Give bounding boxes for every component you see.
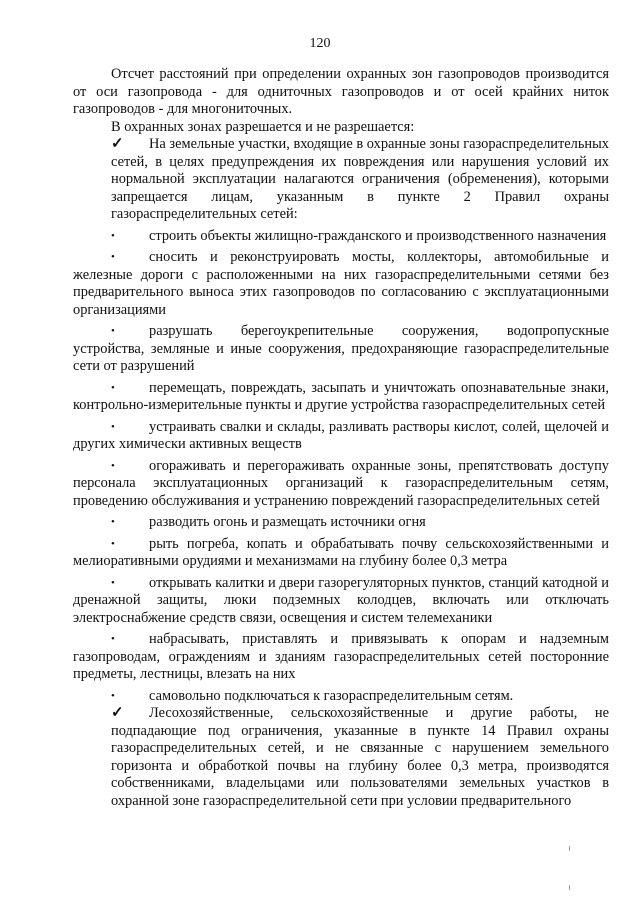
bullet-icon: • xyxy=(111,251,115,263)
page-number: 120 xyxy=(309,36,331,51)
bullet-icon: • xyxy=(111,516,115,528)
checkmark-icon: ✓ xyxy=(111,136,124,152)
check-paragraph-permitted-works xyxy=(73,705,609,810)
bullet-icon: • xyxy=(111,459,115,472)
bullet-icon: • xyxy=(111,633,115,645)
bullet-icon: • xyxy=(111,325,115,337)
scan-artifact-mark xyxy=(569,885,570,890)
document-body xyxy=(73,66,609,810)
list-item-text: набрасывать, приставлять и привязывать к опорам и надземным газопроводам, ограждениям и зданиям газораспределительных сетей посторонние предметы, лестницы, влезать на них xyxy=(73,631,609,682)
paragraph-zones-heading: В охранных зонах разрешается и не разрешается: xyxy=(111,118,415,135)
bullet-icon: • xyxy=(111,229,115,242)
bullet-icon: • xyxy=(111,537,115,550)
list-item xyxy=(73,688,609,706)
check-paragraph-text: Лесохозяйственные, сельскохозяйственные и другие работы, не подпадающие под ограничения, указанные в пункте 14 Правил охраны газораспределительных сетей, и не связанные с нарушением земельного горизонта и обработкой почвы на глубину более 0,3 метра, производятся собственниками, владельцами или пользователями земельных участков в охранной зоне газораспределительной сети при условии предварительного xyxy=(111,705,609,809)
check-paragraph-text: На земельные участки, входящие в охранные зоны газораспределительных сетей, в целях предупреждения их повреждения или нарушения условий их нормальной эксплуатации налагаются ограничения (обременения), которыми запрещается лицам, указанным в пункте 2 Правил охраны газораспределительных сетей: xyxy=(111,136,609,222)
list-item xyxy=(73,536,609,571)
list-item xyxy=(73,380,609,415)
list-item-text: самовольно подключаться к газораспределительным сетям. xyxy=(149,687,514,704)
list-item xyxy=(73,631,609,684)
list-item xyxy=(73,458,609,511)
list-item-text: огораживать и перегораживать охранные зоны, препятствовать доступу персонала эксплуатационных организаций к газораспределительным сетям, проведению обслуживания и устранению повреждений газораспределительных сетей xyxy=(73,457,609,509)
list-item-text: перемещать, повреждать, засыпать и уничтожать опознавательные знаки, контрольно-измерительные пункты и другие устройства газораспределительных сетей xyxy=(73,379,609,413)
checkmark-icon: ✓ xyxy=(111,705,124,721)
list-item-text: рыть погреба, копать и обрабатывать почву сельскохозяйственными и мелиоративными орудиями и механизмами на глубину более 0,3 метра xyxy=(73,535,609,569)
list-item-text: строить объекты жилищно-гражданского и производственного назначения xyxy=(149,227,607,244)
list-item xyxy=(73,575,609,628)
list-item-text: разрушать берегоукрепительные сооружения, водопропускные устройства, земляные и иные сооружения, предохраняющие газораспределительные сети от разрушений xyxy=(73,323,609,374)
list-item-text: разводить огонь и размещать источники огня xyxy=(149,514,426,530)
list-item-text: открывать калитки и двери газорегуляторных пунктов, станций катодной и дренажной защиты, люки подземных колодцев, включать или отключать электроснабжение средств связи, освещения и систем телемеханики xyxy=(73,574,609,626)
bullet-icon: • xyxy=(111,576,115,589)
check-paragraph-restrictions xyxy=(73,136,609,224)
scan-artifact-mark xyxy=(569,846,570,851)
bullet-icon: • xyxy=(111,381,115,394)
list-item xyxy=(73,419,609,454)
paragraph-intro: Отсчет расстояний при определении охранных зон газопроводов производится от оси газопровода - для одниточных газопроводов и от осей крайних ниток газопроводов - для многониточных. xyxy=(73,66,609,117)
bullet-icon: • xyxy=(111,689,115,702)
list-item xyxy=(73,323,609,376)
list-item xyxy=(73,249,609,319)
list-item xyxy=(73,514,609,532)
bullet-icon: • xyxy=(111,420,115,433)
list-item-text: сносить и реконструировать мосты, коллекторы, автомобильные и железные дороги с расположенными на них газораспределительными сетями без предварительного выноса этих газопроводов по согласованию с эксплуатационными организациями xyxy=(73,249,609,318)
list-item xyxy=(73,228,609,246)
list-item-text: устраивать свалки и склады, разливать растворы кислот, солей, щелочей и других химически активных веществ xyxy=(73,418,609,452)
